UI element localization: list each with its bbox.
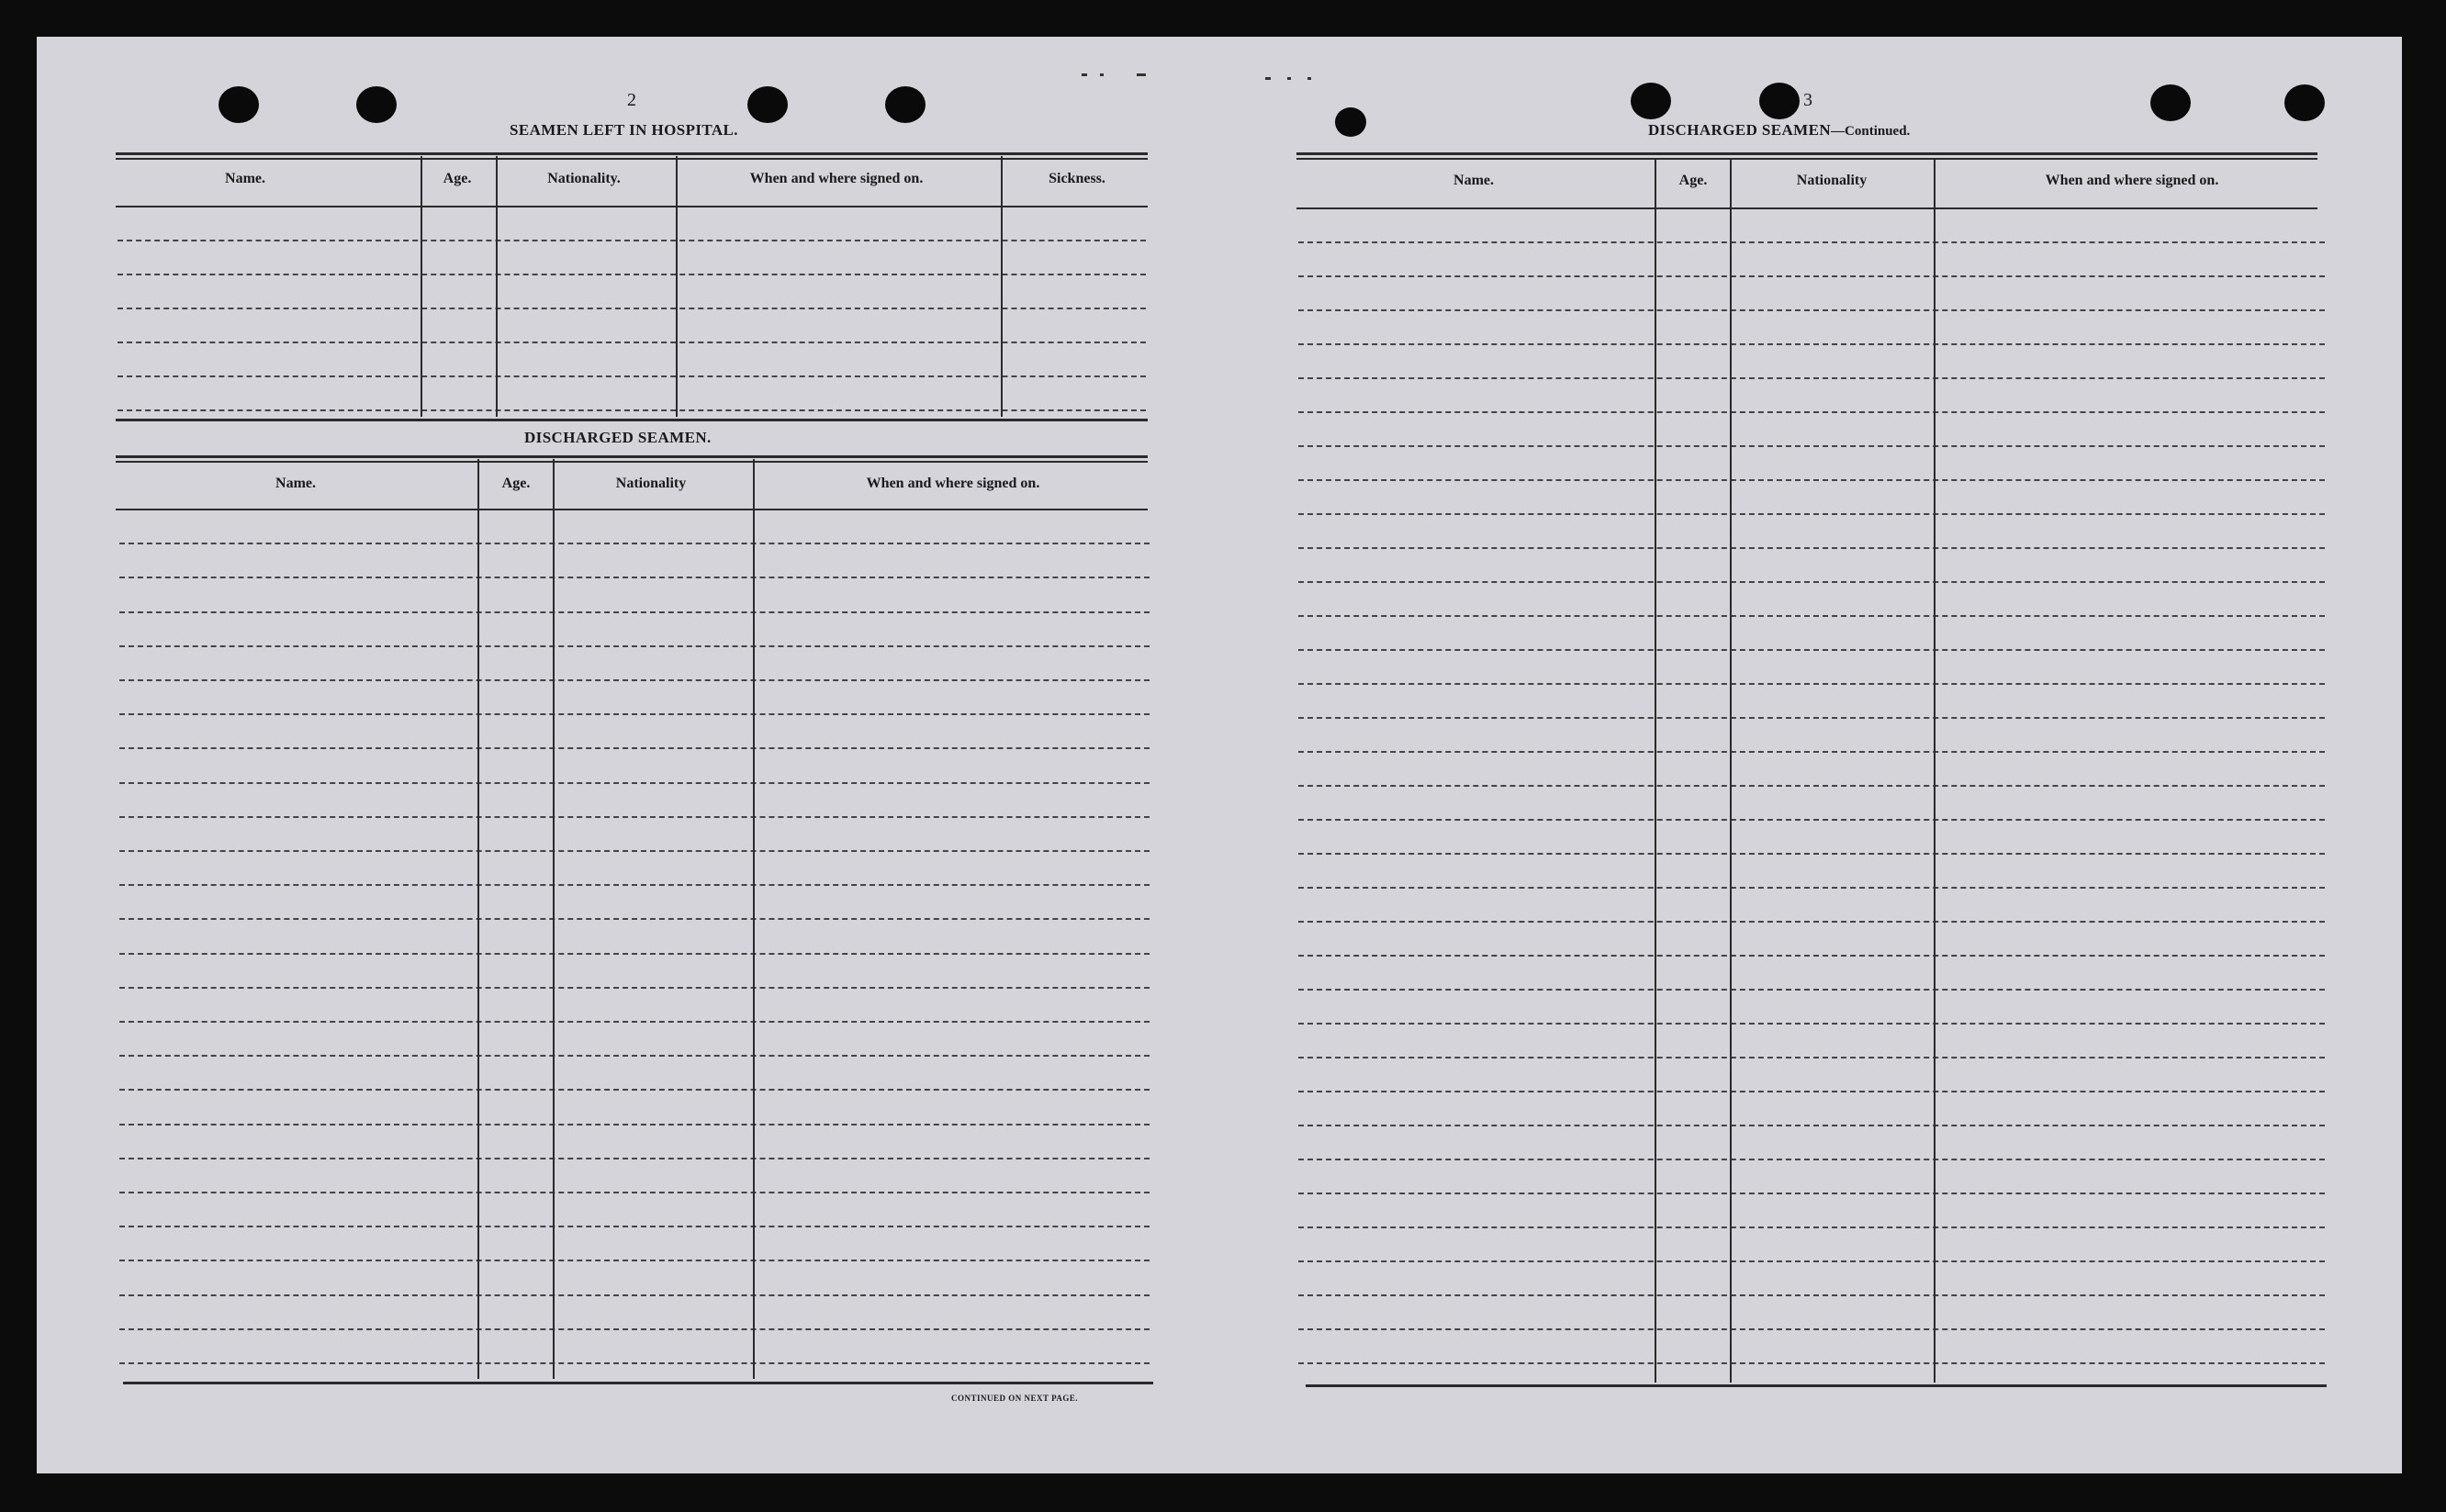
punch-hole [885,86,926,123]
punch-hole [1631,83,1671,119]
punch-hole [747,86,788,123]
rule [1306,1384,2327,1387]
dotted-entry-line [119,1362,1150,1364]
dotted-entry-line [1298,785,2325,787]
punch-hole [1335,107,1366,137]
dotted-entry-line [119,1294,1150,1296]
dotted-entry-line [119,987,1150,989]
discharged-title-suffix: —Continued. [1831,124,1911,139]
page-number-left: 2 [627,90,636,110]
dotted-entry-line [119,953,1150,955]
dotted-entry-line [1298,649,2325,651]
column-divider [1001,156,1003,417]
hospital-col-name: Name. [225,171,265,186]
ink-speck [1287,77,1291,80]
dotted-entry-line [119,1158,1150,1159]
discharged-left-col-nationality: Nationality [615,476,687,491]
discharged-right-col-age: Age. [1678,173,1708,188]
column-divider [1730,158,1732,1383]
hospital-col-nationality: Nationality. [547,171,621,186]
rule [116,461,1148,463]
dotted-entry-line [1298,513,2325,515]
discharged-right-col-nationality: Nationality [1796,173,1868,188]
dotted-entry-line [119,679,1150,681]
discharged-right-col-signed-on: When and where signed on. [2045,173,2219,188]
column-divider [553,459,555,1379]
dotted-entry-line [1298,615,2325,617]
dotted-entry-line [118,308,1146,309]
dotted-entry-line [1298,1362,2325,1364]
dotted-entry-line [119,1055,1150,1057]
dotted-entry-line [1298,547,2325,549]
dotted-entry-line [1298,1057,2325,1058]
punch-hole [2284,84,2325,121]
dotted-entry-line [1298,1226,2325,1228]
dotted-entry-line [119,747,1150,749]
dotted-entry-line [119,918,1150,920]
discharged-left-col-name: Name. [275,476,316,491]
dotted-entry-line [119,1124,1150,1126]
column-divider [1655,158,1656,1383]
rule [123,1382,1153,1384]
rule [116,419,1148,421]
dotted-entry-line [119,577,1150,578]
dotted-entry-line [1298,309,2325,311]
dotted-entry-line [1298,1023,2325,1025]
hospital-col-age: Age. [443,171,472,186]
dotted-entry-line [118,409,1146,411]
dotted-entry-line [119,611,1150,613]
dotted-entry-line [1298,1260,2325,1262]
dotted-entry-line [119,1089,1150,1091]
punch-hole [356,86,397,123]
ink-speck [1100,73,1104,76]
dotted-entry-line [119,1260,1150,1261]
dotted-entry-line [118,274,1146,275]
dotted-entry-line [1298,683,2325,685]
column-divider [477,459,479,1379]
punch-hole [219,86,259,123]
column-divider [421,156,422,417]
discharged-section-title-right [1648,121,1910,140]
column-divider [496,156,498,417]
punch-hole [2150,84,2191,121]
rule [116,152,1148,155]
dotted-entry-line [118,240,1146,241]
dotted-entry-line [1298,1193,2325,1194]
column-divider [676,156,678,417]
dotted-entry-line [118,375,1146,377]
dotted-entry-line [119,543,1150,544]
dotted-entry-line [119,884,1150,886]
column-divider [1934,158,1935,1383]
dotted-entry-line [1298,377,2325,379]
rule [1296,152,2317,155]
dotted-entry-line [1298,819,2325,821]
ink-speck [1137,73,1146,76]
ink-speck [1265,77,1271,80]
column-divider [753,459,755,1379]
punch-hole [1759,83,1800,119]
continued-note: CONTINUED ON NEXT PAGE. [951,1394,1079,1403]
dotted-entry-line [119,782,1150,784]
dotted-entry-line [1298,717,2325,719]
dotted-entry-line [1298,751,2325,753]
dotted-entry-line [119,816,1150,818]
dotted-entry-line [1298,479,2325,481]
dotted-entry-line [119,713,1150,715]
rule [116,206,1148,207]
rule [116,509,1148,510]
hospital-col-sickness: Sickness. [1049,171,1105,186]
rule [1296,158,2317,160]
dotted-entry-line [1298,1328,2325,1330]
dotted-entry-line [1298,445,2325,447]
discharged-left-col-age: Age. [501,476,531,491]
dotted-entry-line [1298,887,2325,889]
dotted-entry-line [1298,343,2325,345]
dotted-entry-line [119,1226,1150,1227]
dotted-entry-line [1298,989,2325,991]
hospital-section-title: SEAMEN LEFT IN HOSPITAL. [510,121,738,139]
document-sheet [37,37,2402,1473]
dotted-entry-line [1298,1125,2325,1126]
discharged-right-col-name: Name. [1453,173,1494,188]
dotted-entry-line [119,1192,1150,1193]
dotted-entry-line [1298,275,2325,277]
dotted-entry-line [1298,241,2325,243]
discharged-left-col-signed-on: When and where signed on. [866,476,1040,491]
dotted-entry-line [1298,921,2325,923]
dotted-entry-line [1298,853,2325,855]
rule [116,455,1148,458]
ink-speck [1082,73,1087,76]
dotted-entry-line [1298,1294,2325,1296]
dotted-entry-line [1298,581,2325,583]
discharged-title-main: DISCHARGED SEAMEN [1648,121,1832,139]
ink-speck [1307,77,1311,80]
dotted-entry-line [1298,1159,2325,1160]
dotted-entry-line [1298,1091,2325,1092]
dotted-entry-line [119,850,1150,852]
page-number-right: 3 [1803,90,1812,110]
dotted-entry-line [1298,411,2325,413]
dotted-entry-line [119,1021,1150,1023]
rule [1296,207,2317,209]
dotted-entry-line [1298,955,2325,957]
discharged-section-title-left: DISCHARGED SEAMEN. [524,429,712,446]
dotted-entry-line [119,645,1150,647]
dotted-entry-line [118,342,1146,343]
rule [116,158,1148,160]
dotted-entry-line [119,1328,1150,1330]
hospital-col-signed-on: When and where signed on. [749,171,924,186]
